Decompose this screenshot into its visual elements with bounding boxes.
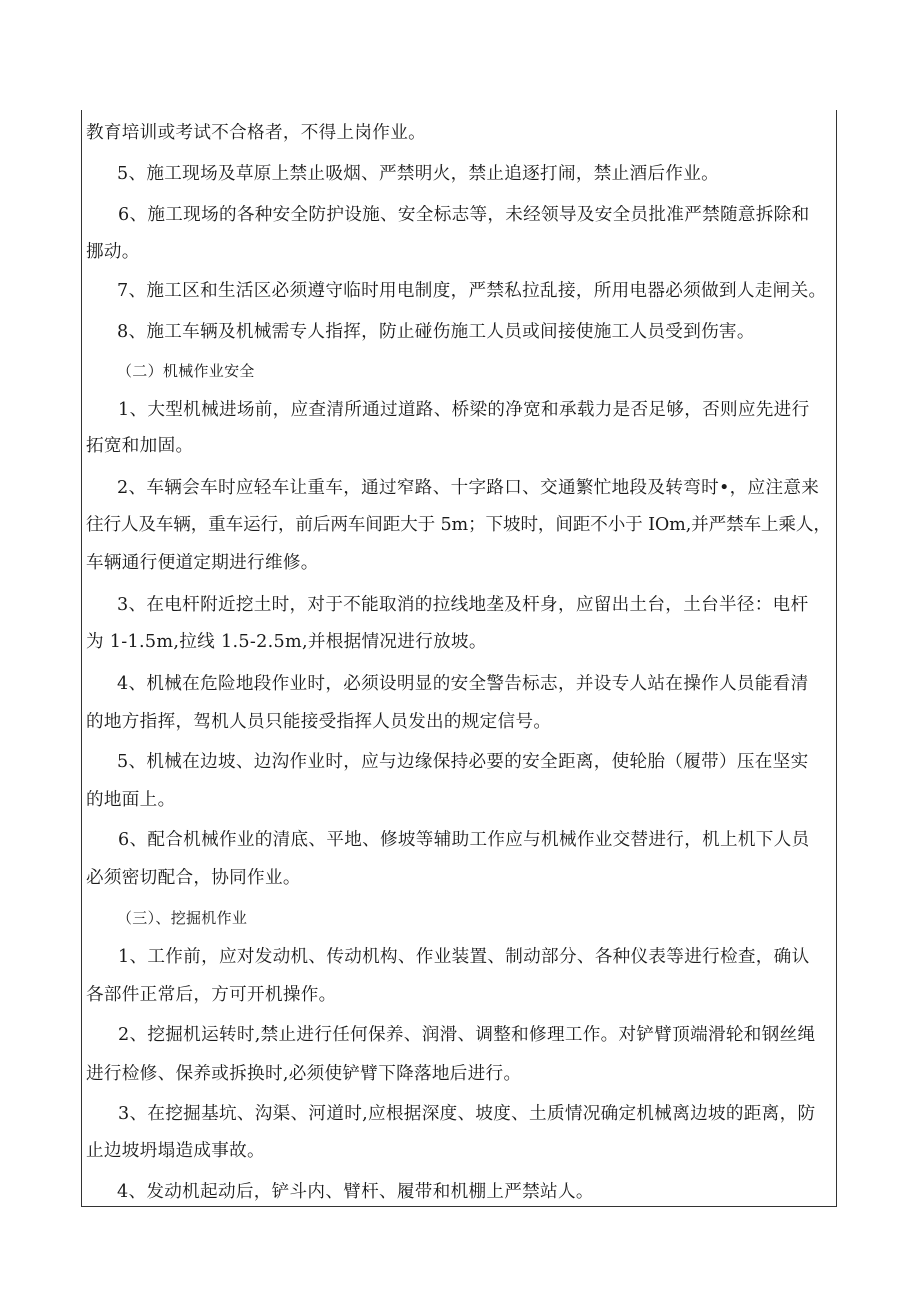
text-line: 3、在电杆附近挖土时，对于不能取消的拉线地垄及杆身，应留出土台，土台半径：电杆: [117, 595, 809, 615]
text-line: 2、车辆会车时应轻车让重车，通过窄路、十字路口、交通繁忙地段及转弯时•，应注意来: [117, 478, 820, 498]
text-line: 5、机械在边坡、边沟作业时，应与边缘保持必要的安全距离，使轮胎（履带）压在坚实: [117, 752, 809, 772]
text-line: 3、在挖掘基坑、沟渠、河道时,应根据深度、坡度、土质情况确定机械离边坡的距离，防: [118, 1104, 816, 1124]
text-line: 的地面上。: [86, 790, 176, 810]
text-line: 1、大型机械进场前，应查清所通过道路、桥梁的净宽和承载力是否足够，否则应先进行: [118, 400, 810, 420]
text-line: 2、挖掘机运转时,禁止进行任何保养、润滑、调整和修理工作。对铲臂顶端滑轮和钢丝绳: [118, 1025, 816, 1045]
text-line: 往行人及车辆，重车运行，前后两车间距大于 5m；下坡时，间距不小于 IOm,并严禁车上乘人，: [86, 515, 831, 535]
text-line: 4、发动机起动后，铲斗内、臂杆、履带和机棚上严禁站人。: [117, 1182, 594, 1202]
text-line: 7、施工区和生活区必须遵守临时用电制度，严禁私拉乱接，所用电器必须做到人走闸关。: [117, 281, 827, 301]
text-line: 的地方指挥，驾机人员只能接受指挥人员发出的规定信号。: [86, 712, 552, 732]
text-line: 6、施工现场的各种安全防护设施、安全标志等，未经领导及安全员批准严禁随意拆除和: [118, 205, 810, 225]
text-line: 必须密切配合，协同作业。: [86, 868, 301, 888]
text-line: 5、施工现场及草原上禁止吸烟、严禁明火，禁止追逐打闹，禁止酒后作业。: [117, 164, 719, 184]
text-line: 进行检修、保养或拆换时,必须使铲臂下降落地后进行。: [86, 1064, 522, 1084]
text-line: 6、配合机械作业的清底、平地、修坡等辅助工作应与机械作业交替进行，机上机下人员: [118, 830, 810, 850]
text-line: 4、机械在危险地段作业时，必须设明显的安全警告标志，并设专人站在操作人员能看清: [117, 674, 809, 694]
text-line: 车辆通行便道定期进行维修。: [86, 553, 319, 573]
text-line: 教育培训或考试不合格者，不得上岗作业。: [86, 123, 426, 143]
text-line: 拓宽和加固。: [86, 436, 194, 456]
text-line: 8、施工车辆及机械需专人指挥，防止碰伤施工人员或间接使施工人员受到伤害。: [117, 322, 755, 342]
text-line: 止边坡坍塌造成事故。: [86, 1141, 265, 1161]
text-line: 挪动。: [86, 242, 140, 262]
section-heading: （三）、挖掘机作业: [117, 909, 248, 927]
text-line: 为 1-1.5m,拉线 1.5-2.5m,并根据情况进行放坡。: [86, 632, 487, 652]
text-line: 各部件正常后，方可开机操作。: [86, 985, 337, 1005]
section-heading: （二）机械作业安全: [117, 362, 255, 380]
text-line: 1、工作前，应对发动机、传动机构、作业装置、制动部分、各种仪表等进行检查，确认: [118, 947, 810, 967]
